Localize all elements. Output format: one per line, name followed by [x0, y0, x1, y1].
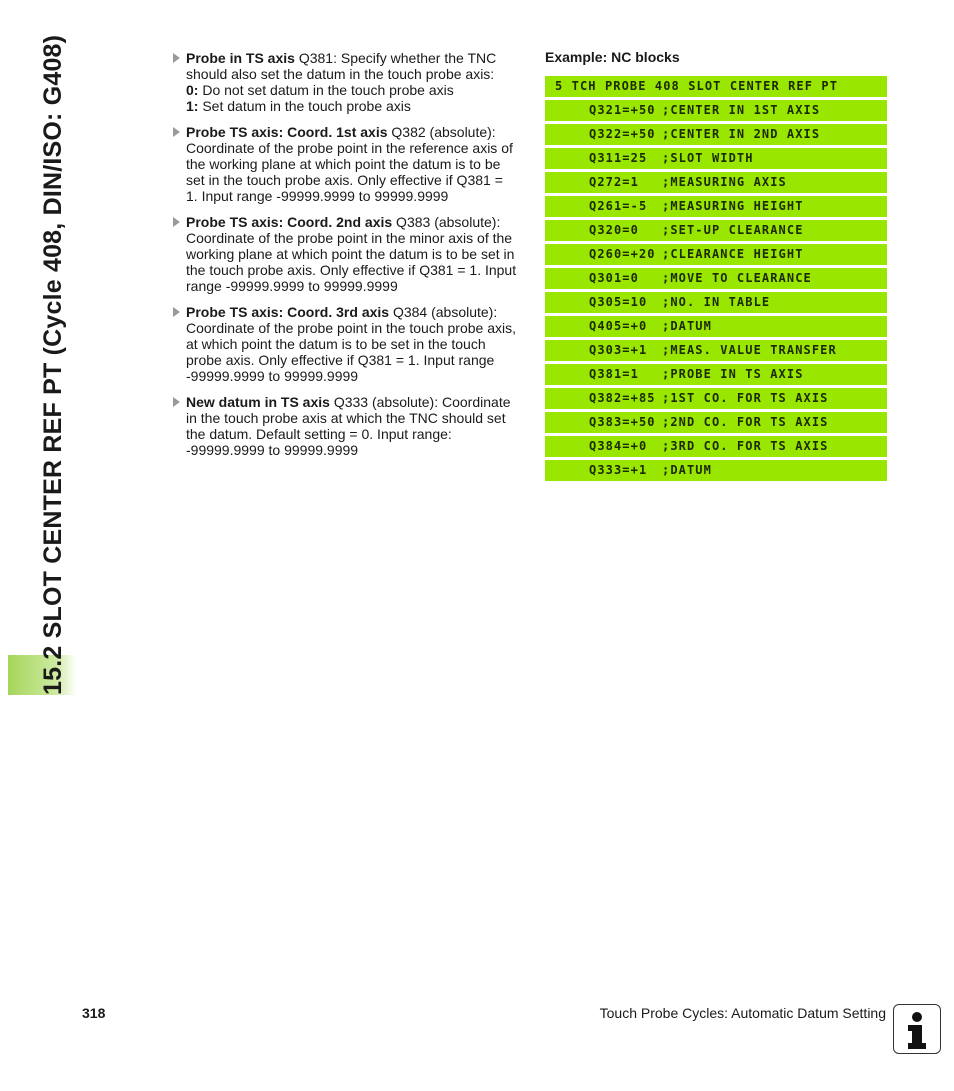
parameter-item — [172, 394, 527, 458]
parameter-description-line: at which point the datum is to be set in the touch — [186, 336, 486, 352]
nc-block — [545, 100, 887, 121]
parameter-code: Q382 (absolute): — [387, 124, 496, 140]
chapter-title-text: 15.2 SLOT CENTER REF PT (Cycle 408, DIN/ISO: G408) — [39, 34, 67, 695]
parameter-description-line: Coordinate of the probe point in the touch probe axis, — [186, 320, 516, 336]
parameter-item — [172, 50, 527, 114]
nc-block-code: Q321=+50 — [589, 103, 656, 117]
nc-block-comment: ;DATUM — [662, 319, 712, 333]
nc-block — [545, 268, 887, 289]
nc-block-code: Q305=10 — [589, 295, 648, 309]
page-number: 318 — [82, 1005, 106, 1021]
bullet-arrow-icon — [173, 397, 180, 407]
parameter-item — [172, 304, 527, 384]
parameter-code: Q383 (absolute): — [392, 214, 501, 230]
nc-block — [545, 316, 887, 337]
parameter-first-line — [186, 214, 527, 230]
nc-block-comment: ;NO. IN TABLE — [662, 295, 771, 309]
nc-block — [545, 460, 887, 481]
parameter-description-line: range -99999.9999 to 99999.9999 — [186, 278, 398, 294]
nc-block-code: Q320=0 — [589, 223, 639, 237]
parameter-code: Q384 (absolute): — [389, 304, 498, 320]
nc-block-comment: ;MEASURING HEIGHT — [662, 199, 804, 213]
parameter-description-line: in the touch probe axis at which the TNC should set — [186, 410, 506, 426]
nc-block — [545, 388, 887, 409]
nc-block-comment: ;SLOT WIDTH — [662, 151, 754, 165]
parameter-option — [186, 98, 527, 114]
nc-block-code: Q383=+50 — [589, 415, 656, 429]
nc-block — [545, 148, 887, 169]
nc-block-code: Q260=+20 — [589, 247, 656, 261]
parameter-code: Q381: Specify whether the TNC — [294, 50, 497, 66]
nc-block-code: Q261=-5 — [589, 199, 648, 213]
parameter-description-line: probe axis. Only effective if Q381 = 1. Input range — [186, 352, 495, 368]
parameter-item — [172, 214, 527, 294]
parameter-description-line: -99999.9999 to 99999.9999 — [186, 442, 359, 458]
nc-block — [545, 292, 887, 313]
nc-block-comment: ;SET-UP CLEARANCE — [662, 223, 804, 237]
nc-block-code: Q272=1 — [589, 175, 639, 189]
parameter-code: Q333 (absolute): Coordinate — [329, 394, 511, 410]
parameter-first-line — [186, 304, 527, 320]
nc-block — [545, 220, 887, 241]
parameter-first-line — [186, 50, 527, 66]
nc-block-comment: ;MOVE TO CLEARANCE — [662, 271, 812, 285]
nc-block-code: Q303=+1 — [589, 343, 648, 357]
nc-block-code: Q405=+0 — [589, 319, 648, 333]
parameter-description-line: 1. Input range -99999.9999 to 99999.9999 — [186, 188, 449, 204]
parameter-description-line: -99999.9999 to 99999.9999 — [186, 368, 359, 384]
parameter-description-line: Coordinate of the probe point in the minor axis of the — [186, 230, 513, 246]
bullet-arrow-icon — [173, 53, 180, 63]
nc-block-list — [545, 76, 887, 484]
nc-block-comment: ;DATUM — [662, 463, 712, 477]
nc-block — [545, 412, 887, 433]
nc-block-code: Q381=1 — [589, 367, 639, 381]
parameter-label: Probe TS axis: Coord. 2nd axis — [186, 214, 393, 230]
nc-block-code: Q322=+50 — [589, 127, 656, 141]
chapter-side-title — [8, 20, 68, 710]
parameter-description-line: set in the touch probe axis. Only effective if Q381 = — [186, 172, 503, 188]
bullet-arrow-icon — [173, 307, 180, 317]
nc-block-code: Q301=0 — [589, 271, 639, 285]
option-key: 1: — [186, 98, 199, 114]
nc-block-header: 5 TCH PROBE 408 SLOT CENTER REF PT — [545, 76, 887, 97]
parameter-option — [186, 82, 527, 98]
nc-block — [545, 340, 887, 361]
footer-title: Touch Probe Cycles: Automatic Datum Setting — [599, 1005, 886, 1021]
parameter-description-line: should also set the datum in the touch probe axis: — [186, 66, 495, 82]
nc-block — [545, 436, 887, 457]
nc-block-comment: ;1ST CO. FOR TS AXIS — [662, 391, 829, 405]
nc-block-comment: ;CENTER IN 2ND AXIS — [662, 127, 821, 141]
nc-block-comment: ;CLEARANCE HEIGHT — [662, 247, 804, 261]
nc-block-comment: ;CENTER IN 1ST AXIS — [662, 103, 821, 117]
parameter-label: Probe TS axis: Coord. 1st axis — [186, 124, 388, 140]
parameter-description-line: the touch probe axis. Only effective if Q381 = 1. Input — [186, 262, 517, 278]
bullet-arrow-icon — [173, 217, 180, 227]
parameter-description-line: the working plane at which point the datum is to be — [186, 156, 501, 172]
nc-block-code: Q311=25 — [589, 151, 648, 165]
parameter-description-line: working plane at which point the datum is to be set in — [186, 246, 515, 262]
nc-block — [545, 196, 887, 217]
parameter-list — [172, 50, 527, 468]
nc-block — [545, 172, 887, 193]
nc-block-code: Q382=+85 — [589, 391, 656, 405]
nc-block-code: Q384=+0 — [589, 439, 648, 453]
nc-block-comment: ;MEAS. VALUE TRANSFER — [662, 343, 837, 357]
parameter-description-line: Coordinate of the probe point in the reference axis of — [186, 140, 513, 156]
parameter-first-line — [186, 394, 527, 410]
nc-block-comment: ;3RD CO. FOR TS AXIS — [662, 439, 829, 453]
nc-block-code: Q333=+1 — [589, 463, 648, 477]
parameter-label: Probe TS axis: Coord. 3rd axis — [186, 304, 390, 320]
parameter-label: Probe in TS axis — [186, 50, 295, 66]
nc-block — [545, 364, 887, 385]
nc-block-comment: ;PROBE IN TS AXIS — [662, 367, 804, 381]
example-heading: Example: NC blocks — [545, 49, 680, 65]
bullet-arrow-icon — [173, 127, 180, 137]
nc-block — [545, 244, 887, 265]
option-text: Set datum in the touch probe axis — [198, 98, 411, 114]
info-icon — [893, 1004, 941, 1054]
parameter-item — [172, 124, 527, 204]
parameter-label: New datum in TS axis — [186, 394, 330, 410]
nc-block — [545, 124, 887, 145]
parameter-description-line: the datum. Default setting = 0. Input range: — [186, 426, 452, 442]
nc-block-comment: ;MEASURING AXIS — [662, 175, 787, 189]
option-key: 0: — [186, 82, 199, 98]
option-text: Do not set datum in the touch probe axis — [198, 82, 454, 98]
nc-block-comment: ;2ND CO. FOR TS AXIS — [662, 415, 829, 429]
parameter-first-line — [186, 124, 527, 140]
